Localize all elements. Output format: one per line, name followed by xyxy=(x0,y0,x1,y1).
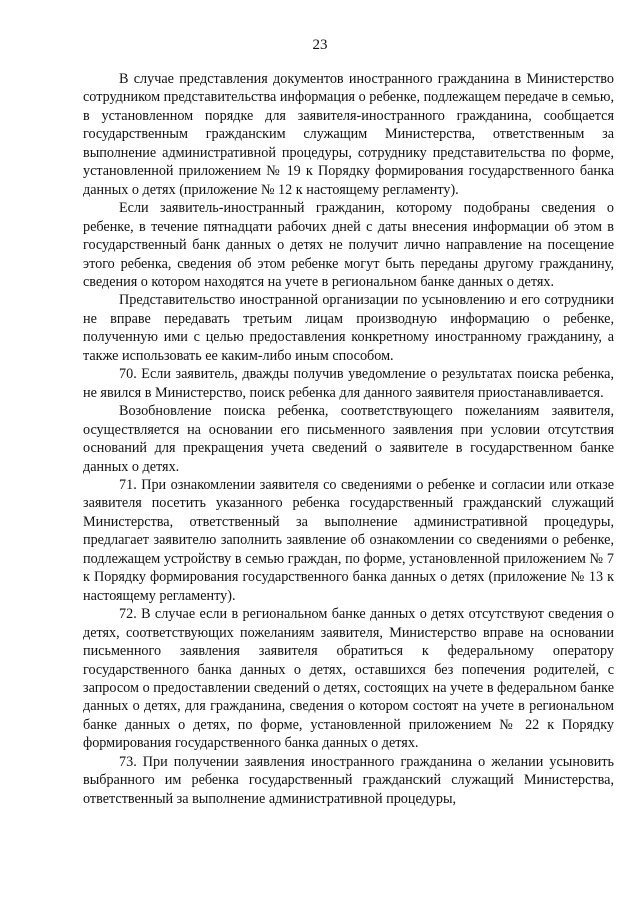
paragraph: Если заявитель-иностранный гражданин, которому подобраны сведения о ребенке, в течение пятнадцати рабочих дней с даты внесения информации об этом в государственный банк данных о детях не получит лично направление на посещение этого ребенка, сведения об этом ребенке могут быть переданы другому гражданину, сведения о котором находятся на учете в региональном банке данных о детях. xyxy=(83,200,614,290)
paragraph: Представительство иностранной организации по усыновлению и его сотрудники не вправе передавать третьим лицам производную информацию о ребенке, полученную ими с целью предоставления конкретному иностранному гражданину, а также использовать ее каким-либо иным способом. xyxy=(83,292,614,364)
paragraph: 70. Если заявитель, дважды получив уведомление о результатах поиска ребенка, не явился в Министерство, поиск ребенка для данного заявителя приостанавливается. xyxy=(83,366,614,401)
paragraph: Возобновление поиска ребенка, соответствующего пожеланиям заявителя, осуществляется на основании его письменного заявления при условии отсутствия оснований для прекращения учета сведений о заявителе в государственном банке данных о детях. xyxy=(83,403,614,475)
document-body xyxy=(83,70,614,808)
paragraph: В случае представления документов иностранного гражданина в Министерство сотрудником представительства информация о ребенке, подлежащем передаче в семью, в установленном порядке для заявителя-иностранного гражданина, сообщается государственным гражданским служащим Министерства, ответственным за выполнение административной процедуры, сотруднику представительства по форме, установленной приложением № 19 к Порядку формирования государственного банка данных о детях (приложение № 12 к настоящему регламенту). xyxy=(83,71,614,198)
paragraph: 72. В случае если в региональном банке данных о детях отсутствуют сведения о детях, соответствующих пожеланиям заявителя, Министерство вправе на основании письменного заявления заявителя обратиться к федеральному оператору государственного банка данных о детях, оставшихся без попечения родителей, с запросом о предоставлении сведений о детях, состоящих на учете в федеральном банке данных о детях, для гражданина, сведения о котором состоят на учете в региональном банке данных о детях, по форме, установленной приложением № 22 к Порядку формирования государственного банка данных о детях. xyxy=(83,606,614,752)
page-number: 23 xyxy=(312,37,328,53)
paragraph: 71. При ознакомлении заявителя со сведениями о ребенке и согласии или отказе заявителя посетить указанного ребенка государственный гражданский служащий Министерства, ответственный за выполнение административной процедуры, предлагает заявителю заполнить заявление об ознакомлении со сведениями о ребенке, подлежащем устройству в семью граждан, по форме, установленной приложением № 7 к Порядку формирования государственного банка данных о детях (приложение № 13 к настоящему регламенту). xyxy=(83,476,614,604)
paragraph: 73. При получении заявления иностранного гражданина о желании усыновить выбранного им ребенка государственный гражданский служащий Министерства, ответственный за выполнение административной процедуры, xyxy=(83,753,614,807)
